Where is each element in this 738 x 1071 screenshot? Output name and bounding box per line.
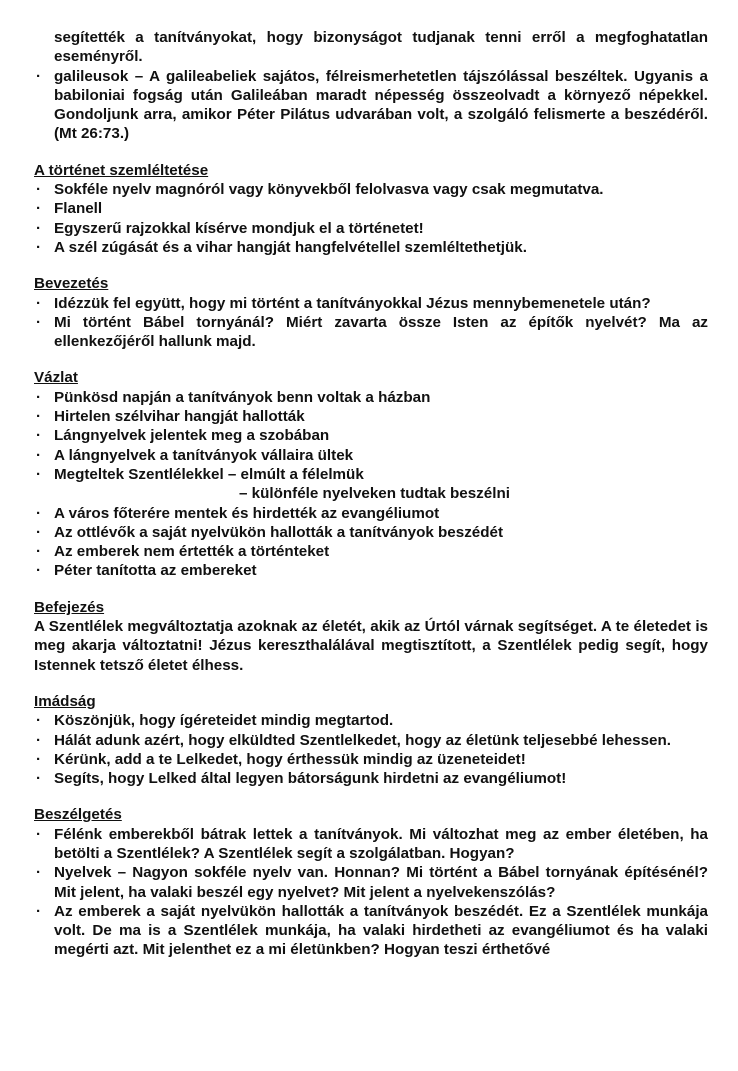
bevezetes-list [34,294,708,352]
befejezes-text: A Szentlélek megváltoztatja azoknak az életét, akik az Úrtól várnak segítséget. A te életedet is meg akarja változtatni! Jézus kereszthalálával megtisztított, a Szentlélek pedig segít, hogy Istennek tetsző életet élhess. [34,618,708,674]
beszelgetes-section [34,805,708,959]
heading-imadsag: Imádság [34,692,96,710]
befejezes-section [34,598,708,675]
list-item: · Az emberek nem értették a történteket [34,542,708,561]
heading-bevezetes: Bevezetés [34,275,109,293]
list-item: · Lángnyelvek jelentek meg a szobában [34,426,708,445]
vazlat-list [34,388,708,581]
bevezetes-section [34,274,708,351]
top-section [34,28,708,144]
dash-line: – különféle nyelveken tudtak beszélni [239,485,510,503]
list-item: · A város főterére mentek és hirdették az evangéliumot [34,504,708,523]
list-item: · Segíts, hogy Lelked által legyen bátorságunk hirdetni az evangéliumot! [34,769,708,788]
list-item: · Mi történt Bábel tornyánál? Miért zavarta össze Isten az építők nyelvét? Ma az ellenkezőjéről hallunk majd. [34,313,708,352]
list-item: · A lángnyelvek a tanítványok vállaira ültek [34,446,708,465]
list-item: · Az emberek a saját nyelvükön hallották a tanítványok beszédét. Ez a Szentlélek munkája volt. De ma is a Szentlélek munkája, ha valaki hirdetheti az evangéliumot és ha valaki megérti azt. Mit jelenthet ez a mi életünkben? Hogyan teszi érthetővé [34,902,708,960]
top-list [34,67,708,144]
imadsag-section [34,692,708,788]
imadsag-list [34,711,708,788]
list-item: · Kérünk, add a te Lelkedet, hogy érthessük mindig az üzeneteidet! [34,750,708,769]
continuation-text: segítették a tanítványokat, hogy bizonyságot tudjanak tenni erről a megfoghatatlan eseményről. [54,29,708,66]
list-item: · Sokféle nyelv magnóról vagy könyvekből felolvasva vagy csak megmutatva. [34,180,708,199]
list-item: · Pünkösd napján a tanítványok benn voltak a házban [34,388,708,407]
list-item: · Köszönjük, hogy ígéreteidet mindig megtartod. [34,711,708,730]
list-item: · Félénk emberekből bátrak lettek a tanítványok. Mi változhat meg az ember életében, ha betölti a Szentlélek? A Szentlélek segít a szolgálatban. Hogyan? [34,825,708,864]
vazlat-section [34,368,708,580]
list-item: · Péter tanította az embereket [34,561,708,580]
heading-beszelgetes: Beszélgetés [34,806,122,824]
list-item: · Hálát adunk azért, hogy elküldted Szentlelkedet, hogy az életünk teljesebbé lehessen. [34,731,708,750]
list-item: · A szél zúgását és a vihar hangját hangfelvétellel szemléltethetjük. [34,238,708,257]
heading-szemleltetes: A történet szemléltetése [34,161,209,179]
beszelgetes-list [34,825,708,960]
heading-vazlat: Vázlat [34,369,78,387]
list-item: · Flanell [34,199,708,218]
list-item-galileusok: · galileusok – A galileabeliek sajátos, félreismerhetetlen tájszólással beszéltek. Ugyanis a babiloniai fogság után Galileában maradt népesség összeolvadt a környező népekkel. Gondoljunk arra, amikor Péter Pilátus udvarában volt, a szolgáló felismerte a beszédéről. (Mt 26:73.) [34,67,708,144]
list-item: · Nyelvek – Nagyon sokféle nyelv van. Honnan? Mi történt a Bábel tornyának építésénél? Mit jelent, ha valaki beszél egy nyelvet? Mit jelent a nyelvekenszólás? [34,863,708,902]
list-item: · Egyszerű rajzokkal kísérve mondjuk el a történetet! [34,219,708,238]
szemleltetes-section [34,161,708,257]
heading-befejezes: Befejezés [34,598,105,616]
list-item: · Megteltek Szentlélekkel – elmúlt a félelmük [34,465,708,484]
szemleltetes-list [34,180,708,257]
list-item: · Az ottlévők a saját nyelvükön hallották a tanítványok beszédét [34,523,708,542]
list-item: · Hirtelen szélvihar hangját hallották [34,407,708,426]
list-item: · Idézzük fel együtt, hogy mi történt a tanítványokkal Jézus mennybemenetele után? [34,294,708,313]
